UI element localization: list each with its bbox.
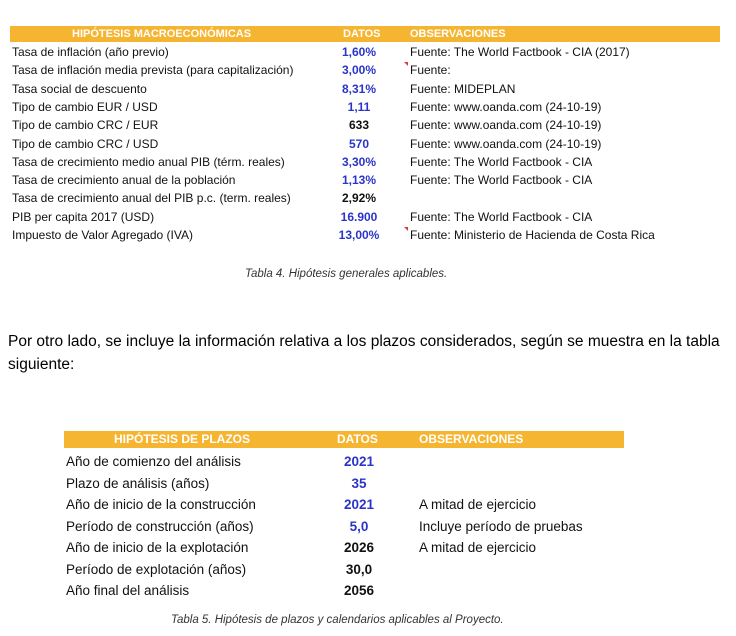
header-obs: OBSERVACIONES [419,432,524,446]
table-row [64,494,624,516]
row-observation: Fuente: www.oanda.com (24-10-19) [410,118,602,133]
row-label: Tasa de crecimiento anual de la población [12,173,236,188]
row-label: Tasa de crecimiento anual del PIB p.c. (term. reales) [12,191,291,206]
table-row [10,116,720,134]
header-value: DATOS [343,28,381,40]
row-observation: Fuente: The World Factbook - CIA [410,154,593,169]
table-row [64,451,624,473]
row-value: 16.900 [340,209,378,224]
row-observation: Fuente: Ministerio de Hacienda de Costa Rica [410,228,655,242]
row-label: Plazo de análisis (años) [66,475,210,491]
comment-flag-icon [404,62,408,66]
row-label: Tipo de cambio CRC / USD [12,136,159,151]
table5-caption: Tabla 5. Hipótesis de plazos y calendarios aplicables al Proyecto. [171,614,504,626]
row-label: Tipo de cambio EUR / USD [12,99,158,114]
row-label: Período de explotación (años) [66,561,247,577]
row-value: 2021 [343,497,375,512]
header-label: HIPÓTESIS MACROECONÓMICAS [72,28,252,40]
row-observation: Fuente: MIDEPLAN [410,81,516,96]
row-value: 30,0 [345,561,373,577]
row-value: 2026 [343,540,375,555]
row-observation: Fuente: The World Factbook - CIA [410,173,593,188]
table-row [10,43,720,61]
table-row [64,580,624,602]
row-label: Impuesto de Valor Agregado (IVA) [12,228,193,242]
row-label: Tasa de crecimiento medio anual PIB (térm. reales) [12,154,285,169]
row-label: Año de inicio de la construcción [66,497,256,512]
row-value: 1,13% [341,173,377,188]
table-row [10,189,720,207]
row-value: 2056 [343,583,375,598]
row-label: Período de construcción (años) [66,518,254,534]
row-value: 8,31% [341,81,377,96]
table-row [64,473,624,495]
row-value: 2,92% [341,191,377,206]
row-value: 1,60% [341,45,377,59]
body-paragraph: Por otro lado, se incluye la información relativa a los plazos considerados, según se muestra en la tabla siguiente: [8,333,720,373]
row-observation: Fuente: The World Factbook - CIA (2017) [410,45,630,59]
row-label: Año de comienzo del análisis [66,454,241,469]
table-row [10,98,720,116]
row-observation: Fuente: www.oanda.com (24-10-19) [410,136,602,151]
table-row [10,171,720,189]
row-label: Año de inicio de la explotación [66,540,249,555]
table-row [10,135,720,153]
row-observation: Fuente: The World Factbook - CIA [410,209,593,224]
row-label: Tasa social de descuento [12,81,147,96]
table-row [10,153,720,171]
table-header [10,26,720,42]
comment-flag-icon [404,227,408,231]
row-label: Año final del análisis [66,583,190,598]
table4-caption: Tabla 4. Hipótesis generales aplicables. [245,268,448,280]
row-label: Tasa de inflación (año previo) [12,45,169,59]
row-label: Tipo de cambio CRC / EUR [12,118,159,133]
row-value: 633 [348,118,370,133]
row-observation: Incluye período de pruebas [419,518,583,534]
row-observation: Fuente: www.oanda.com (24-10-19) [410,99,602,114]
row-label: Tasa de inflación media prevista (para capitalización) [12,63,294,78]
row-value: 3,30% [341,154,377,169]
row-value: 13,00% [338,228,380,242]
table-row [10,80,720,98]
row-value: 570 [348,136,370,151]
row-observation: A mitad de ejercicio [419,540,537,555]
table-row [10,208,720,226]
table-row [64,559,624,581]
row-value: 5,0 [349,518,369,534]
row-value: 1,11 [347,99,371,114]
table-row [10,226,720,244]
header-obs: OBSERVACIONES [410,28,506,40]
row-value: 3,00% [341,63,377,78]
row-observation: A mitad de ejercicio [419,497,537,512]
table-row [64,516,624,538]
row-value: 2021 [343,454,375,469]
row-value: 35 [351,475,367,491]
row-observation: Fuente: [410,63,451,78]
row-label: PIB per capita 2017 (USD) [12,209,155,224]
table-header [64,431,624,448]
header-value: DATOS [337,432,378,446]
table-row [10,61,720,79]
header-label: HIPÓTESIS DE PLAZOS [114,432,251,446]
table-row [64,537,624,559]
